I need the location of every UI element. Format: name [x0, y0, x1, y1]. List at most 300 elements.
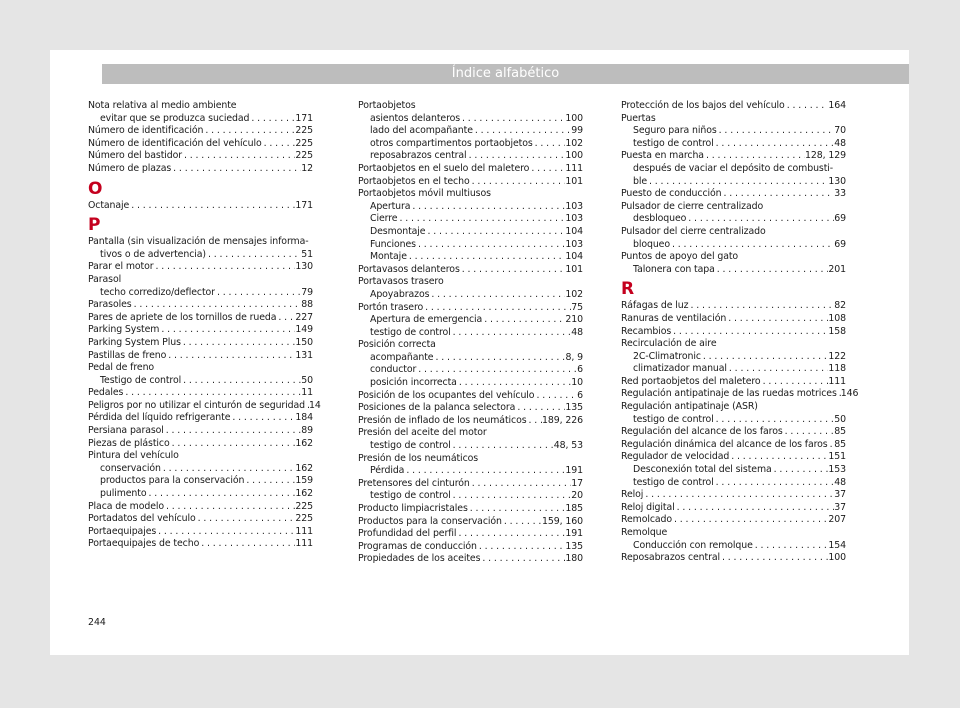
index-entry-page: 103 [565, 238, 583, 250]
index-entry-term: conductor [370, 364, 417, 376]
index-entry-page: 130 [295, 261, 313, 273]
dot-leader [433, 352, 565, 365]
index-entry-term: Regulación antipatinaje de las ruedas motrices [621, 388, 837, 400]
index-entry-page: 20 [571, 490, 583, 502]
index-entry-page: 85 [834, 426, 846, 438]
index-group-label: Portaobjetos móvil multiusos [358, 188, 491, 200]
index-group-label: Pantalla (sin visualización de mensajes informa- [88, 236, 309, 248]
index-group-label: Puntos de apoyo del gato [621, 251, 739, 263]
index-entry [358, 314, 583, 327]
index-entry-page: 151 [828, 451, 846, 463]
dot-leader [672, 514, 828, 527]
index-entry-term: Testigo de control [100, 374, 182, 386]
index-entry [88, 249, 313, 262]
index-entry [88, 299, 313, 312]
index-entry-page: 14 [309, 399, 321, 411]
index-entry [358, 352, 583, 365]
index-entry-term: acompañante [370, 351, 434, 363]
index-entry-term: Parking System [88, 324, 160, 336]
dot-leader [701, 351, 829, 364]
index-entry-page: 48 [834, 476, 846, 488]
index-group-label: Presión del aceite del motor [358, 427, 487, 439]
index-entry-page: 111 [295, 538, 313, 550]
index-entry [621, 464, 846, 477]
dot-leader [170, 438, 296, 451]
index-entry-page: 85 [834, 438, 846, 450]
index-entry-term: Posiciones de la palanca selectora [358, 402, 516, 414]
index-entry-term: reposabrazos central [370, 150, 467, 162]
dot-leader [416, 239, 565, 252]
dot-leader [451, 440, 554, 453]
dot-leader [460, 264, 566, 277]
index-entry-term: testigo de control [633, 413, 714, 425]
index-entry [88, 324, 313, 337]
index-entry-term: Portaobjetos en el techo [358, 175, 470, 187]
index-group-label: Portaobjetos [358, 100, 416, 111]
index-entry-term: Pedales [88, 387, 124, 399]
index-entry-term: conservación [100, 462, 161, 474]
dot-leader [460, 113, 565, 126]
index-entry-page: 101 [565, 263, 583, 275]
index-entry-page: 171 [295, 199, 313, 211]
dot-leader [675, 502, 835, 515]
dot-leader [515, 402, 565, 415]
index-entry-term: Funciones [370, 238, 416, 250]
index-entry-page: 50 [301, 374, 313, 386]
index-entry-term: tivos o de advertencia) [100, 248, 206, 260]
index-entry-page: 225 [295, 125, 313, 137]
index-entry-page: 10 [571, 377, 583, 389]
dot-leader [181, 375, 301, 388]
index-entry [358, 213, 583, 226]
index-entry-page: 33 [834, 188, 846, 200]
index-entry-term: Reposabrazos central [621, 552, 720, 564]
index-entry-page: 162 [295, 437, 313, 449]
index-entry-page: 6 [577, 389, 583, 401]
index-entry [358, 264, 583, 277]
index-entry-page: 48 [834, 137, 846, 149]
index-entry-term: Programas de conducción [358, 540, 477, 552]
index-entry-page: 48 [571, 326, 583, 338]
page-title: Índice alfabético [451, 66, 560, 81]
index-entry-term: Puesta en marcha [621, 150, 704, 162]
index-entry [88, 138, 313, 151]
index-entry-page: 171 [295, 112, 313, 124]
index-entry [358, 541, 583, 554]
dot-leader [215, 287, 301, 300]
dot-leader [276, 312, 295, 325]
index-entry [88, 501, 313, 514]
index-entry-page: 69 [834, 238, 846, 250]
index-entry-page: 12 [301, 162, 313, 174]
dot-leader [714, 138, 835, 151]
dot-leader [688, 300, 834, 313]
index-entry [358, 138, 583, 151]
index-entry-term: Número de plazas [88, 162, 172, 174]
index-letter-heading: P [88, 215, 101, 236]
dot-leader [527, 415, 543, 428]
index-entry-term: asientos delanteros [370, 112, 461, 124]
index-group-label: Posición correcta [358, 339, 436, 351]
dot-leader [161, 463, 296, 476]
dot-leader [772, 464, 829, 477]
dot-leader [457, 377, 571, 390]
index-entry-page: 8, 9 [565, 351, 583, 363]
index-entry-page: 225 [295, 150, 313, 162]
dot-leader [166, 350, 295, 363]
dot-leader [451, 490, 572, 503]
index-entry [358, 490, 583, 503]
index-entry [621, 414, 846, 427]
dot-leader [534, 390, 577, 403]
index-entry-term: Portaequipajes de techo [88, 538, 200, 550]
index-entry-term: productos para la conservación [100, 475, 245, 487]
dot-leader [686, 213, 834, 226]
index-entry-term: testigo de control [633, 476, 714, 488]
index-entry-term: bloqueo [633, 238, 670, 250]
index-entry-page: 150 [295, 336, 313, 348]
index-entry-term: Número de identificación del vehículo [88, 137, 262, 149]
index-entry-page: 102 [565, 137, 583, 149]
index-entry-page: 207 [828, 514, 846, 526]
index-entry [88, 412, 313, 425]
dot-leader [456, 528, 565, 541]
index-entry-page: 149 [295, 324, 313, 336]
index-entry [88, 312, 313, 325]
index-entry [621, 326, 846, 339]
index-letter-heading: O [88, 178, 103, 199]
index-entry-page: 158 [828, 325, 846, 337]
dot-leader [404, 465, 565, 478]
index-entry [621, 502, 846, 515]
index-entry-term: posición incorrecta [370, 377, 457, 389]
index-entry-term: Apertura de emergencia [370, 314, 483, 326]
dot-leader [146, 488, 295, 501]
dot-leader [477, 541, 566, 554]
index-entry-page: 48, 53 [553, 440, 583, 452]
index-column-1 [88, 100, 321, 551]
index-entry [621, 540, 846, 553]
index-entry-term: Portaequipajes [88, 525, 157, 537]
index-entry-page: 159, 160 [542, 515, 583, 527]
dot-leader [203, 125, 295, 138]
index-entry-term: techo corredizo/deflector [100, 286, 215, 298]
index-entry-page: 135 [565, 540, 583, 552]
index-entry [621, 489, 846, 502]
dot-leader [729, 451, 828, 464]
dot-leader [726, 313, 828, 326]
index-entry [88, 399, 321, 413]
index-entry-term: 2C-Climatronic [633, 350, 701, 362]
page-header [102, 64, 909, 84]
index-group-label: Regulación antipatinaje (ASR) [621, 401, 758, 413]
index-entry [358, 528, 583, 541]
dot-leader [164, 501, 295, 514]
index-entry [88, 375, 313, 388]
index-group-label: Presión de los neumáticos [358, 452, 479, 464]
dot-leader [407, 251, 566, 264]
dot-leader [164, 425, 302, 438]
index-entry [621, 300, 846, 313]
index-entry-page: 82 [834, 300, 846, 312]
index-entry-page: 128, 129 [805, 150, 846, 162]
index-entry-page: 6 [577, 364, 583, 376]
index-entry-term: Producto limpiacristales [358, 503, 468, 514]
index-entry-page: 118 [828, 363, 846, 375]
index-entry-term: Pares de apriete de los tornillos de rueda [88, 311, 277, 323]
index-letter-heading: R [621, 279, 634, 300]
dot-leader [473, 125, 571, 138]
dot-leader [529, 163, 565, 176]
index-entry-term: otros compartimentos portaobjetos [370, 137, 533, 149]
index-entry-page: 37 [834, 489, 846, 501]
index-entry-term: evitar que se produzca suciedad [100, 112, 250, 124]
dot-leader [416, 364, 577, 377]
dot-leader [171, 163, 301, 176]
index-entry-page: 100 [565, 150, 583, 162]
index-entry-term: Recambios [621, 325, 672, 337]
index-entry-term: Posición de los ocupantes del vehículo [358, 389, 535, 401]
index-entry-term: Conducción con remolque [633, 539, 753, 551]
index-entry [358, 150, 583, 163]
index-entry [621, 150, 846, 163]
index-entry [621, 426, 846, 439]
index-entry-page: 102 [565, 288, 583, 300]
index-entry-term: Profundidad del perfil [358, 528, 457, 540]
index-entry [88, 463, 313, 476]
index-entry-term: Desconexión total del sistema [633, 464, 772, 476]
index-entry-page: 225 [295, 513, 313, 525]
index-entry-term: Regulación dinámica del alcance de los faros [621, 438, 828, 450]
index-entry-term: Productos para la conservación [358, 515, 502, 527]
index-entry-term: Pérdida del líquido refrigerante [88, 412, 231, 424]
index-entry [358, 553, 583, 566]
index-entry-page: 131 [295, 349, 313, 361]
index-entry-page: 185 [565, 503, 583, 514]
index-entry-page: 99 [571, 125, 583, 137]
index-entry-term: Parar el motor [88, 261, 154, 273]
index-entry-page: 69 [834, 213, 846, 225]
index-entry [358, 390, 583, 403]
index-entry [358, 415, 583, 428]
index-entry [88, 438, 313, 451]
index-group-label: Remolque [621, 527, 668, 538]
index-entry [88, 125, 313, 138]
dot-leader [196, 513, 296, 526]
index-entry-term: ble [633, 175, 648, 187]
index-entry-page: 108 [828, 312, 846, 324]
index-entry-page: 225 [295, 500, 313, 512]
index-entry [358, 113, 583, 126]
dot-leader [533, 138, 566, 151]
index-entry [358, 176, 583, 189]
index-entry-term: pulimento [100, 488, 147, 500]
index-entry-page: 111 [295, 525, 313, 537]
index-entry [88, 387, 313, 400]
dot-leader [785, 100, 829, 113]
index-entry [621, 439, 846, 452]
index-entry [621, 351, 846, 364]
page-number: 244 [88, 617, 106, 628]
index-entry [358, 289, 583, 302]
index-entry-page: 75 [571, 301, 583, 313]
dot-leader [717, 125, 835, 138]
index-entry [621, 388, 859, 401]
index-entry [88, 287, 313, 300]
dot-leader [467, 150, 566, 163]
dot-leader [714, 477, 835, 490]
index-entry-page: 225 [295, 137, 313, 149]
index-entry-term: Portadatos del vehículo [88, 513, 196, 525]
dot-leader [181, 337, 296, 350]
dot-leader [828, 439, 835, 452]
index-group-label: Portavasos trasero [358, 276, 444, 288]
dot-leader [423, 302, 571, 315]
index-entry-page: 159 [295, 475, 313, 487]
index-entry-term: Cierre [370, 213, 398, 225]
index-entry [358, 364, 583, 377]
index-column-3 [621, 100, 859, 565]
dot-leader [714, 414, 835, 427]
dot-leader [722, 188, 835, 201]
index-entry-page: 146 [840, 388, 859, 400]
dot-leader [727, 363, 828, 376]
index-entry-page: 191 [565, 465, 583, 477]
index-group-label: Recirculación de aire [621, 338, 717, 350]
dot-leader [410, 201, 565, 214]
index-entry [88, 350, 313, 363]
index-entry-page: 11 [301, 387, 313, 399]
index-group-label: Pulsador del cierre centralizado [621, 225, 766, 237]
index-entry-page: 104 [565, 225, 583, 237]
index-entry [88, 150, 313, 163]
dot-leader [671, 326, 828, 339]
index-entry-page: 122 [828, 350, 846, 362]
index-entry-term: Octanaje [88, 199, 130, 211]
index-entry-page: 111 [828, 375, 846, 387]
index-column-2 [358, 100, 583, 566]
index-entry-term: Parking System Plus [88, 336, 181, 348]
index-entry-page: 101 [565, 175, 583, 187]
index-entry [88, 200, 313, 213]
dot-leader [397, 213, 565, 226]
dot-leader [199, 538, 295, 551]
index-entry [621, 213, 846, 226]
index-entry-term: Placa de modelo [88, 500, 165, 512]
index-entry-term: Número del bastidor [88, 150, 183, 162]
index-entry [88, 475, 313, 488]
index-entry [358, 516, 583, 529]
index-group-label: Puertas [621, 112, 656, 124]
index-entry-term: Apertura [370, 200, 411, 212]
index-entry [621, 477, 846, 490]
index-entry-term: Portaobjetos en el suelo del maletero [358, 162, 530, 174]
index-entry [621, 125, 846, 138]
index-entry-page: 180 [565, 553, 583, 565]
index-entry-term: Ráfagas de luz [621, 300, 689, 312]
dot-leader [783, 426, 835, 439]
index-entry [621, 552, 846, 565]
index-entry-page: 191 [565, 528, 583, 540]
dot-leader [704, 150, 805, 163]
index-entry-page: 153 [828, 464, 846, 476]
index-entry-term: Parasoles [88, 299, 132, 311]
index-entry-page: 100 [828, 552, 846, 564]
dot-leader [480, 553, 565, 566]
index-group-label: Nota relativa al medio ambiente [88, 100, 237, 111]
dot-leader [425, 226, 565, 239]
index-entry-page: 100 [565, 112, 583, 124]
index-entry [88, 337, 313, 350]
index-entry [88, 488, 313, 501]
index-entry-term: Portón trasero [358, 301, 424, 313]
index-entry-page: 162 [295, 462, 313, 474]
index-entry-term: Piezas de plástico [88, 437, 170, 449]
index-entry-term: Persiana parasol [88, 425, 164, 437]
index-entry [621, 376, 846, 389]
dot-leader [123, 387, 301, 400]
index-entry [621, 138, 846, 151]
index-entry-page: 130 [828, 175, 846, 187]
index-entry-term: desbloqueo [633, 213, 687, 225]
index-entry [621, 188, 846, 201]
index-entry [358, 377, 583, 390]
index-entry-page: 135 [565, 402, 583, 414]
index-entry [358, 440, 583, 453]
index-entry [621, 264, 846, 277]
index-entry [358, 478, 583, 491]
index-entry [88, 513, 313, 526]
dot-leader [670, 239, 834, 252]
index-entry-page: 51 [301, 248, 313, 260]
index-entry [88, 113, 313, 126]
index-entry [358, 503, 583, 516]
dot-leader [206, 249, 301, 262]
index-entry-term: Pérdida [370, 465, 405, 477]
index-entry [358, 251, 583, 264]
index-entry-term: Desmontaje [370, 225, 426, 237]
dot-leader [159, 324, 295, 337]
dot-leader [129, 200, 295, 213]
index-entry-term: Talonera con tapa [633, 263, 715, 275]
index-entry [358, 201, 583, 214]
index-entry-term: Regulación del alcance de los faros [621, 426, 783, 438]
index-entry [621, 363, 846, 376]
index-entry-page: 154 [828, 539, 846, 551]
index-entry-term: Reloj digital [621, 501, 675, 513]
index-entry-term: Seguro para niños [633, 125, 717, 137]
index-entry-term: testigo de control [370, 326, 451, 338]
dot-leader [244, 475, 295, 488]
dot-leader [468, 503, 566, 516]
index-entry-page: 210 [565, 314, 583, 326]
index-entry [358, 302, 583, 315]
index-entry-term: lado del acompañante [370, 125, 473, 137]
index-group-label: Pulsador de cierre centralizado [621, 200, 764, 212]
dot-leader [715, 264, 829, 277]
index-entry [621, 313, 846, 326]
dot-leader [761, 376, 829, 389]
index-entry [621, 451, 846, 464]
index-group-label: después de vaciar el depósito de combusti- [633, 162, 834, 174]
index-entry-page: 103 [565, 213, 583, 225]
index-entry-page: 50 [834, 413, 846, 425]
index-entry-page: 104 [565, 251, 583, 263]
index-entry-term: Número de identificación [88, 125, 204, 137]
index-page [50, 50, 909, 655]
dot-leader [156, 526, 295, 539]
index-entry-term: Propiedades de los aceites [358, 553, 481, 565]
